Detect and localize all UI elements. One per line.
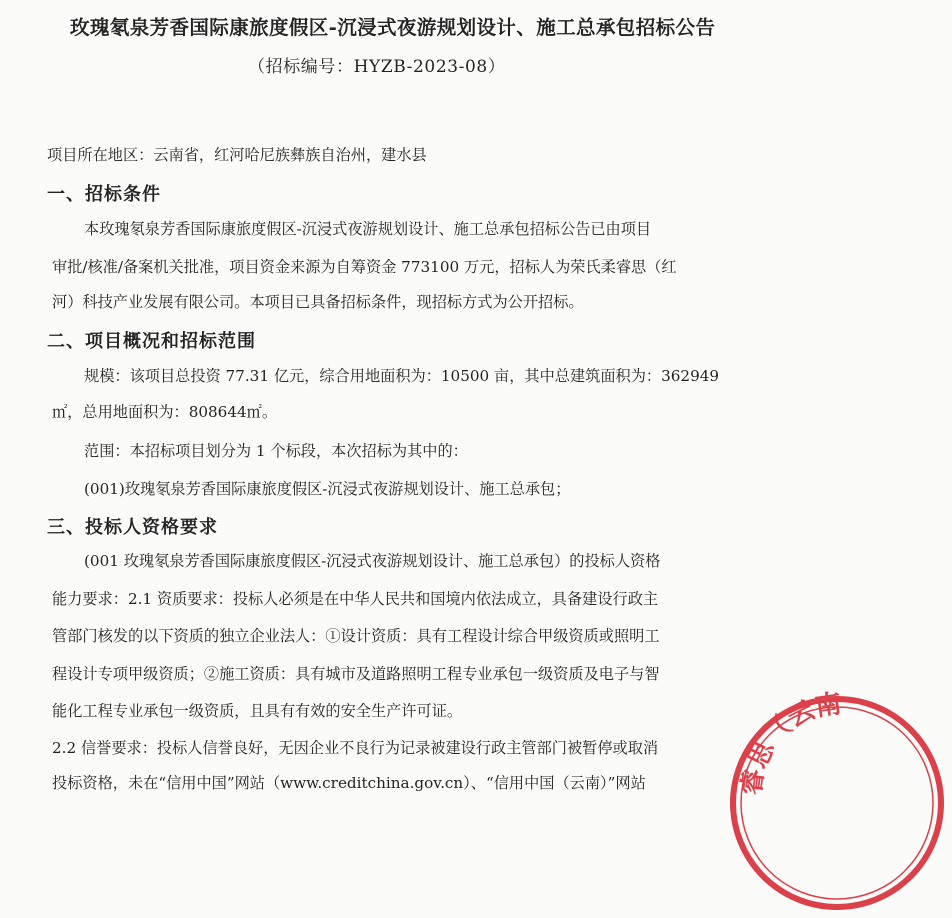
paragraph-line: 能力要求：2.1 资质要求：投标人必须是在中华人民共和国境内依法成立，具备建设行政主	[52, 590, 659, 608]
seal-text: 睿思（云南	[737, 689, 844, 797]
paragraph-line: (001 玫瑰氡泉芳香国际康旅度假区-沉浸式夜游规划设计、施工总承包）的投标人资格	[84, 552, 661, 570]
section-heading-2: 二、项目概况和招标范围	[47, 331, 256, 352]
project-location: 项目所在地区：云南省，红河哈尼族彝族自治州，建水县	[47, 146, 427, 164]
paragraph-line: 能化工程专业承包一级资质，且具有有效的安全生产许可证。	[52, 702, 463, 720]
official-seal-stamp	[722, 688, 952, 918]
paragraph-line: 规模：该项目总投资 77.31 亿元，综合用地面积为：10500 亩，其中总建筑面积为：362949	[84, 367, 720, 385]
paragraph-line: 投标资格，未在“信用中国”网站（www.creditchina.gov.cn）、“信用中国（云南）”网站	[52, 774, 646, 792]
paragraph-line: 本玫瑰氡泉芳香国际康旅度假区-沉浸式夜游规划设计、施工总承包招标公告已由项目	[84, 220, 652, 238]
section-heading-3: 三、投标人资格要求	[47, 517, 218, 538]
paragraph-line: ㎡，总用地面积为：808644㎡。	[52, 403, 278, 421]
paragraph-line: 河）科技产业发展有限公司。本项目已具备招标条件，现招标方式为公开招标。	[52, 293, 584, 311]
paragraph-line: 程设计专项甲级资质；②施工资质：具有城市及道路照明工程专业承包一级资质及电子与智	[52, 665, 660, 683]
paragraph-line: 管部门核发的以下资质的独立企业法人：①设计资质：具有工程设计综合甲级资质或照明工	[52, 627, 660, 645]
paragraph-line: (001)玫瑰氡泉芳香国际康旅度假区-沉浸式夜游规划设计、施工总承包；	[84, 480, 571, 498]
section-heading-1: 一、招标条件	[47, 184, 161, 205]
paragraph-line: 审批/核准/备案机关批准，项目资金来源为自筹资金 773100 万元，招标人为荣氏柔睿思（红	[52, 258, 677, 276]
paragraph-line: 2.2 信誉要求：投标人信誉良好，无因企业不良行为记录被建设行政主管部门被暂停或取消	[52, 739, 659, 757]
tender-number: （招标编号：HYZB-2023-08）	[248, 57, 506, 77]
paragraph-line: 范围：本招标项目划分为 1 个标段，本次招标为其中的：	[84, 442, 468, 460]
document-title: 玫瑰氡泉芳香国际康旅度假区-沉浸式夜游规划设计、施工总承包招标公告	[70, 16, 716, 39]
